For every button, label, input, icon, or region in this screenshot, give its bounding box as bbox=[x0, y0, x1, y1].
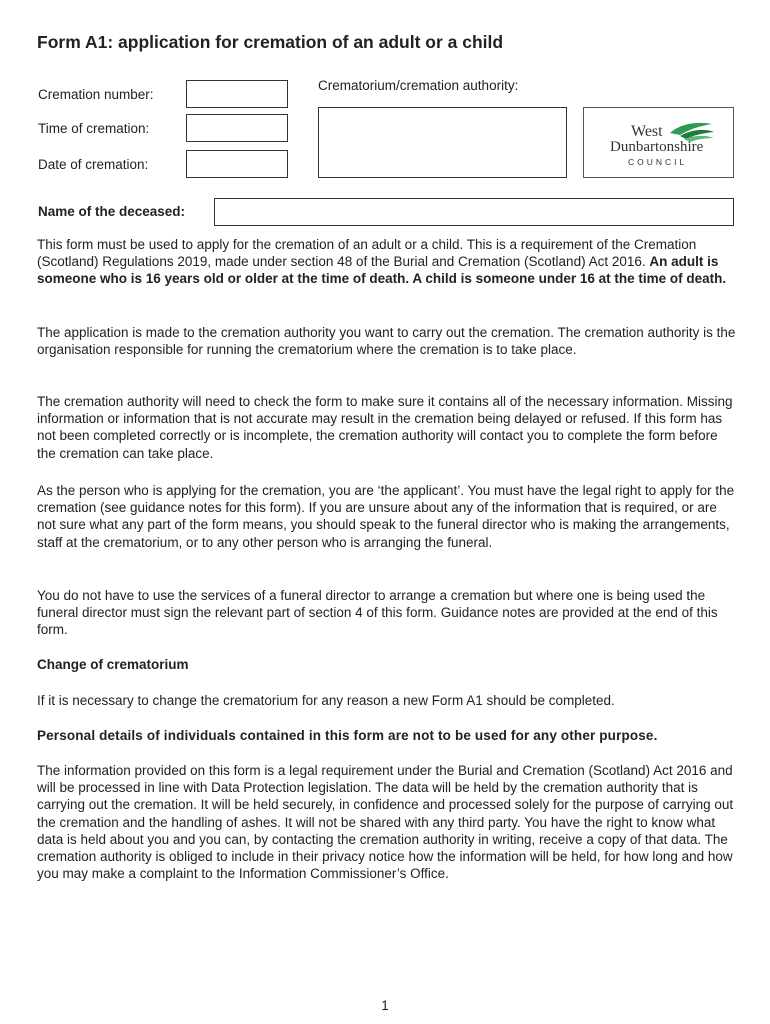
funeral-director-paragraph bbox=[37, 587, 737, 639]
check-paragraph bbox=[37, 393, 737, 462]
council-logo bbox=[583, 107, 734, 178]
data-protection-text: The information provided on this form is a legal requirement under the Burial and Cremation (Scotland) Act 2016 and will be processed in line with Data Protection legislation. The data will be held by the cremation authority that is carrying out the cremation. It will be held securely, in confidence and processed solely for the purpose of carrying out the cremation and the handling of ashes. It will not be shared with any third party. You have the right to know what data is held about you and you can, by contacting the cremation authority in writing, receive a copy of that data. The cremation authority is obliged to include in their privacy notice how the information will be held, for how long and how you may make a complaint to the Information Commissioner’s Office. bbox=[37, 763, 734, 882]
deceased-name-label: Name of the deceased: bbox=[38, 204, 186, 219]
page-number: 1 bbox=[381, 998, 389, 1013]
application-paragraph bbox=[37, 324, 737, 358]
cremation-number-input[interactable] bbox=[186, 80, 288, 108]
logo-line-council: COUNCIL bbox=[628, 157, 688, 167]
deceased-name-input[interactable] bbox=[214, 198, 734, 226]
intro-bold-text: An adult is someone who is 16 years old or older at the time of death. A child is someone under 16 at the time of death. bbox=[37, 254, 727, 287]
time-of-cremation-label: Time of cremation: bbox=[38, 121, 150, 136]
date-of-cremation-input[interactable] bbox=[186, 150, 288, 178]
change-paragraph bbox=[37, 692, 737, 709]
check-text: The cremation authority will need to check the form to make sure it contains all of the necessary information. Missing information or information that is not accurate may result in the cremation being delayed or refused. If this form has not been completed correctly or is incomplete, the cremation authority will contact you to complete the form before the cremation can take place. bbox=[37, 394, 733, 461]
time-of-cremation-input[interactable] bbox=[186, 114, 288, 142]
applicant-paragraph bbox=[37, 482, 737, 551]
form-title: Form A1: application for cremation of an adult or a child bbox=[37, 32, 504, 52]
date-of-cremation-label: Date of cremation: bbox=[38, 157, 149, 172]
change-text: If it is necessary to change the crematorium for any reason a new Form A1 should be completed. bbox=[37, 693, 615, 708]
data-protection-paragraph bbox=[37, 762, 737, 882]
application-text: The application is made to the cremation authority you want to carry out the cremation. The cremation authority is the organisation responsible for running the crematorium where the cremation is to take place. bbox=[37, 325, 736, 358]
crematorium-authority-label: Crematorium/cremation authority: bbox=[318, 78, 519, 93]
logo-line-west: West bbox=[631, 123, 663, 140]
change-of-crematorium-heading: Change of crematorium bbox=[37, 657, 189, 672]
cremation-number-label: Cremation number: bbox=[38, 87, 154, 102]
logo-line-dunbartonshire: Dunbartonshire bbox=[610, 139, 704, 155]
intro-text: This form must be used to apply for the cremation of an adult or a child. This is a requirement of the Cremation (Scotland) Regulations 2019, made under section 48 of the Burial and Cremation (Scotland) Act 2016. bbox=[37, 237, 697, 270]
council-logo-image bbox=[584, 108, 735, 179]
intro-paragraph bbox=[37, 236, 737, 288]
applicant-text: As the person who is applying for the cremation, you are ‘the applicant’. You must have the legal right to apply for the cremation (see guidance notes for this form). If you are unsure about any of the information that is required, or are not sure what any part of the form means, you should speak to the funeral director who is making the arrangements, staff at the crematorium, or to any other person who is arranging the funeral. bbox=[37, 483, 735, 550]
funeral-director-text: You do not have to use the services of a funeral director to arrange a cremation but where one is being used the funeral director must sign the relevant part of section 4 of this form. Guidance notes are provided at the end of this form. bbox=[37, 588, 718, 638]
personal-details-notice: Personal details of individuals contained in this form are not to be used for any other purpose. bbox=[37, 728, 658, 743]
crematorium-authority-input[interactable] bbox=[318, 107, 567, 178]
